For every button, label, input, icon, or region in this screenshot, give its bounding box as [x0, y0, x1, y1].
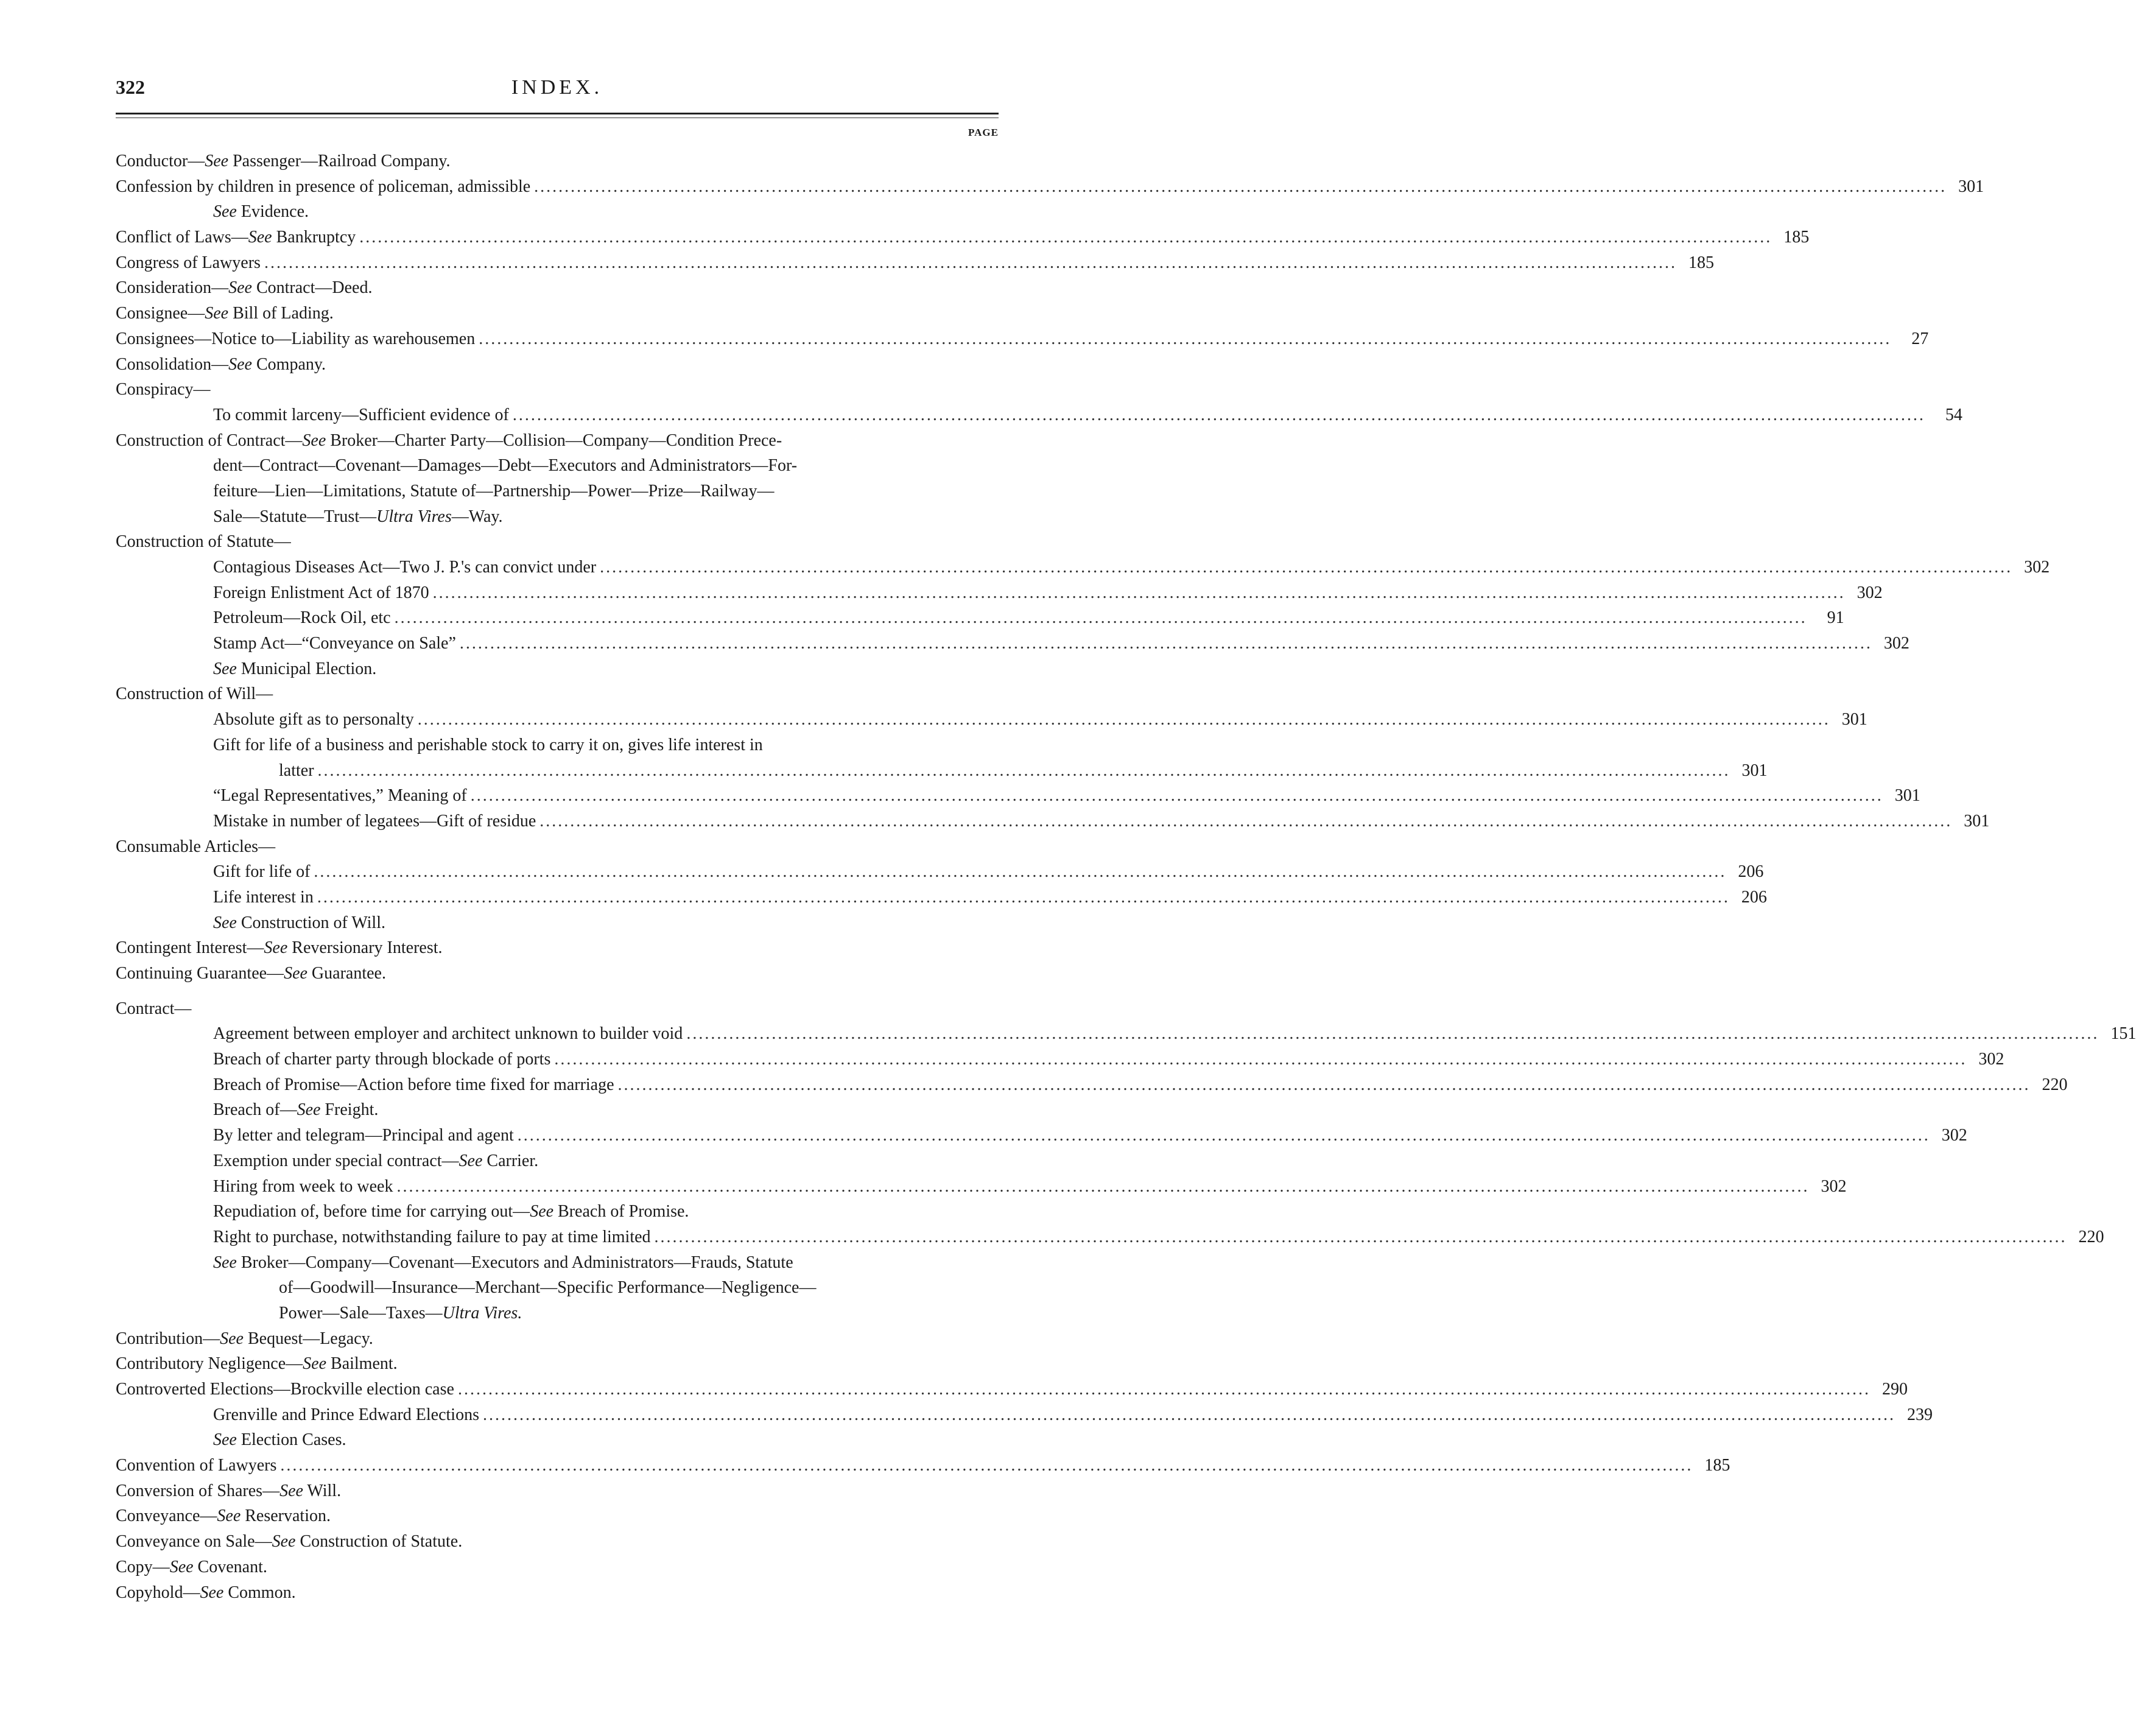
entry-text-part: feiture—Lien—Limitations, Statute of—Partnership—Power—Prize—Railway— — [213, 481, 775, 501]
dot-leader — [518, 1123, 1930, 1148]
dot-leader — [655, 1225, 2067, 1250]
entry-page-number: 151 — [2110, 1024, 2136, 1044]
entry-text — [213, 913, 385, 932]
index-entry — [116, 1275, 999, 1301]
entry-page-number: 91 — [1827, 608, 1844, 628]
entry-text — [213, 456, 797, 475]
index-entry — [116, 225, 1810, 250]
entry-page-number: 302 — [1857, 583, 1883, 602]
entry-text-part: Copyhold— — [116, 1583, 200, 1602]
entry-text-part: Breach of Promise—Action before time fixed for marriage — [213, 1075, 614, 1094]
entry-text-part: Stamp Act—“Conveyance on Sale” — [213, 634, 456, 653]
entry-text-part: Reservation. — [241, 1506, 331, 1526]
entry-text-part: Construction of Statute. — [295, 1532, 463, 1552]
entry-text — [213, 202, 309, 221]
entry-italic-text: See — [302, 430, 326, 450]
entry-text-part: Hiring from week to week — [213, 1176, 393, 1196]
page-column-label: PAGE — [968, 127, 999, 138]
entry-text-part: Gift for life of a business and perishable stock to carry it on, gives life interest in — [213, 735, 763, 754]
entry-text-part: Broker—Charter Party—Collision—Company—Condition Prece- — [326, 430, 782, 450]
dot-leader — [539, 809, 1952, 834]
index-entry — [116, 428, 999, 454]
entry-text — [213, 659, 376, 678]
entry-text — [213, 707, 414, 733]
index-entry — [116, 996, 999, 1022]
entry-text — [213, 859, 310, 885]
page-number: 322 — [116, 76, 145, 98]
dot-leader — [318, 758, 1730, 784]
entry-page-number: 301 — [1964, 811, 1990, 831]
entry-text-part: —Way. — [451, 507, 503, 526]
index-entry — [116, 1529, 999, 1555]
index-entry — [116, 1555, 999, 1580]
index-entry — [116, 1503, 999, 1529]
entry-text — [116, 1354, 398, 1373]
entry-italic-text: See — [264, 938, 288, 958]
entry-text-part: Consideration— — [116, 278, 229, 298]
entry-page-number: 290 — [1881, 1380, 1908, 1399]
entry-italic-text: See — [248, 228, 272, 247]
entry-text — [213, 1430, 346, 1449]
entry-text-part: dent—Contract—Covenant—Damages—Debt—Executors and Administrators—For- — [213, 456, 798, 476]
entry-page-number: 302 — [1883, 634, 1909, 653]
index-entry — [116, 529, 999, 555]
entry-text — [213, 1072, 614, 1098]
entry-text-part: Breach of charter party through blockade of ports — [213, 1050, 551, 1069]
entry-text — [213, 1100, 378, 1119]
index-entry — [116, 681, 999, 707]
entry-text — [116, 1558, 267, 1576]
dot-leader — [395, 605, 1807, 631]
index-entry — [116, 301, 999, 326]
index-entry — [116, 453, 999, 479]
entry-text-part: Consignee— — [116, 304, 205, 323]
dot-leader — [317, 885, 1730, 910]
entry-text-part: Reversionary Interest. — [287, 938, 443, 958]
entry-page-number: 185 — [1783, 228, 1810, 247]
entry-text-part: Contract—Deed. — [251, 278, 373, 298]
entry-italic-text: See — [200, 1583, 224, 1602]
index-entry — [116, 783, 1920, 809]
entry-italic-text: See — [213, 1430, 237, 1450]
entry-page-number: 302 — [1978, 1050, 2004, 1069]
entry-text-part: Absolute gift as to personalty — [213, 710, 414, 729]
entry-text — [213, 482, 774, 501]
dot-leader — [471, 783, 1883, 809]
entry-text — [116, 278, 372, 297]
entry-text — [213, 1225, 651, 1250]
index-entry — [116, 1377, 1908, 1402]
index-entry — [116, 961, 999, 986]
entry-italic-text: See — [169, 1557, 194, 1576]
dot-leader — [418, 707, 1830, 733]
entry-text-part: Sale—Statute—Trust— — [213, 507, 377, 526]
index-entry — [116, 1580, 999, 1606]
entry-text-part: “Legal Representatives,” Meaning of — [213, 786, 467, 806]
index-entry — [116, 809, 1990, 834]
entry-text-part: Broker—Company—Covenant—Executors and Administrators—Frauds, Statute — [236, 1253, 793, 1272]
entry-text-part: Convention of Lawyers — [116, 1456, 277, 1475]
page-title: INDEX. — [511, 76, 603, 99]
entry-text — [279, 758, 314, 784]
entry-italic-text: Ultra Vires. — [442, 1303, 522, 1323]
entry-text-part: Freight. — [320, 1100, 379, 1120]
index-entry — [116, 1453, 1730, 1478]
entry-text — [213, 1402, 479, 1428]
index-entry — [116, 1123, 1967, 1148]
entry-text-part: Right to purchase, notwithstanding failure to pay at time limited — [213, 1227, 651, 1246]
entry-text-part: Bill of Lading. — [228, 304, 334, 323]
dot-leader — [460, 631, 1872, 656]
entry-text — [116, 250, 261, 276]
index-entry — [116, 707, 1867, 733]
dot-leader — [314, 859, 1726, 885]
entry-text-part: Life interest in — [213, 887, 314, 907]
entry-text-part: Common. — [223, 1583, 296, 1602]
entry-italic-text: See — [205, 152, 229, 170]
entry-page-number: 301 — [1894, 786, 1920, 806]
index-entry — [116, 580, 1883, 606]
entry-text-part: Construction of Will— — [116, 684, 273, 704]
entry-text — [116, 326, 475, 352]
entry-italic-text: See — [284, 964, 307, 983]
entry-page-number: 239 — [1906, 1405, 1933, 1424]
entry-text — [213, 1253, 793, 1272]
entry-text-part: Contract— — [116, 999, 192, 1018]
page-header — [116, 76, 999, 107]
entry-text-part: Contributory Negligence— — [116, 1354, 303, 1374]
entry-text-part: Construction of Will. — [236, 913, 385, 932]
index-entry — [116, 631, 1909, 656]
entry-text — [116, 1377, 454, 1402]
dot-leader — [458, 1377, 1871, 1402]
index-entry — [116, 377, 999, 402]
entry-text-part: Company. — [251, 354, 326, 374]
index-entry — [116, 1148, 999, 1174]
dot-leader — [513, 402, 1925, 428]
entry-italic-text: See — [458, 1151, 483, 1170]
entry-italic-text: See — [220, 1329, 244, 1348]
index-entry — [116, 758, 1768, 784]
dot-leader — [433, 580, 1846, 606]
entry-text — [213, 402, 509, 428]
entry-text — [116, 1532, 462, 1551]
index-entry — [116, 1174, 1847, 1200]
entry-text — [116, 355, 326, 374]
entry-page-number: 185 — [1688, 253, 1714, 272]
index-entry — [116, 1250, 999, 1276]
entry-text — [213, 507, 503, 526]
dot-leader — [359, 225, 1772, 250]
entry-text-part: Guarantee. — [307, 964, 386, 983]
entry-text — [213, 580, 429, 606]
entry-text-part: Agreement between employer and architect unknown to builder void — [213, 1024, 683, 1044]
index-entry — [116, 326, 1929, 352]
entry-text-part: Foreign Enlistment Act of 1870 — [213, 583, 429, 602]
entry-text-part: Copy— — [116, 1557, 170, 1576]
index-entry — [116, 1326, 999, 1352]
entry-page-number: 301 — [1741, 761, 1768, 780]
entry-text — [213, 605, 391, 631]
entry-page-number: 302 — [1941, 1126, 1967, 1145]
entry-text-part: To commit larceny—Sufficient evidence of — [213, 405, 509, 424]
entry-text — [116, 1453, 276, 1478]
entry-text — [213, 1151, 538, 1170]
entry-text-part: Bankruptcy — [272, 228, 356, 247]
entry-text — [116, 1329, 373, 1348]
entry-text — [116, 304, 334, 323]
index-entry — [116, 402, 1962, 428]
entry-text-part: Consumable Articles— — [116, 837, 276, 856]
entry-text — [116, 1583, 296, 1602]
entry-text — [213, 1174, 393, 1200]
entry-page-number: 301 — [1841, 710, 1867, 729]
entry-italic-text: See — [217, 1506, 241, 1526]
entry-text-part: of—Goodwill—Insurance—Merchant—Specific Performance—Negligence— — [279, 1278, 817, 1298]
entry-text — [213, 809, 536, 834]
entry-text-part: Consolidation— — [116, 354, 229, 374]
index-entry — [116, 199, 999, 225]
entry-text-part: Conductor— — [116, 152, 205, 170]
entry-text-part: Bequest—Legacy. — [243, 1329, 373, 1348]
entry-text-part: Election Cases. — [236, 1430, 346, 1450]
entry-page-number: 206 — [1741, 887, 1767, 907]
index-entry — [116, 1097, 999, 1123]
dot-leader — [396, 1174, 1809, 1200]
entry-text — [116, 999, 191, 1018]
index-entry — [116, 1478, 999, 1504]
entry-italic-text: See — [303, 1354, 327, 1374]
dot-leader — [618, 1072, 2031, 1098]
entry-page-number: 301 — [1958, 177, 1984, 196]
index-entry — [116, 555, 2050, 580]
entry-text — [116, 532, 291, 551]
entry-text-part: Confession by children in presence of policeman, admissible — [116, 177, 531, 196]
entry-text-part: Municipal Election. — [236, 659, 377, 678]
index-entry — [116, 504, 999, 530]
entry-text — [116, 1506, 331, 1525]
entry-page-number: 27 — [1911, 329, 1929, 348]
entry-text-part: Contribution— — [116, 1329, 220, 1348]
entry-text-part: Breach of Promise. — [553, 1202, 689, 1221]
entry-text-part: Covenant. — [193, 1557, 267, 1576]
entry-text — [213, 631, 456, 656]
entry-text-part: Conversion of Shares— — [116, 1481, 280, 1500]
entry-text-part: Petroleum—Rock Oil, etc — [213, 608, 391, 628]
index-entry — [116, 733, 999, 758]
index-entry — [116, 1427, 999, 1453]
dot-leader — [264, 250, 1677, 276]
index-entry — [116, 352, 999, 378]
entry-italic-text: See — [213, 659, 237, 678]
dot-leader — [600, 555, 2012, 580]
entry-text-part: Conflict of Laws— — [116, 228, 248, 247]
entry-text — [213, 1047, 550, 1072]
entry-text — [116, 431, 782, 450]
dot-leader — [483, 1402, 1895, 1428]
entry-italic-text: See — [228, 354, 252, 374]
entry-text — [116, 837, 275, 856]
entry-italic-text: See — [213, 913, 237, 932]
index-entry — [116, 1199, 999, 1225]
entry-italic-text: See — [279, 1481, 303, 1500]
entry-text-part: Exemption under special contract— — [213, 1151, 459, 1170]
entry-page-number: 54 — [1945, 405, 1962, 424]
entry-text-part: Breach of— — [213, 1100, 297, 1120]
index-entry — [116, 935, 999, 961]
entry-text-part: Congress of Lawyers — [116, 253, 261, 272]
index-entry — [116, 479, 999, 504]
entry-text-part: Passenger—Railroad Company. — [228, 152, 451, 170]
index-entry — [116, 1047, 2004, 1072]
index-entry — [116, 910, 999, 936]
index-entry — [116, 1021, 2136, 1047]
index-entry — [116, 174, 1984, 200]
index-entries — [116, 149, 2136, 1605]
entry-page-number: 220 — [2078, 1227, 2104, 1246]
entry-italic-text: See — [530, 1202, 554, 1221]
entry-text-part: Grenville and Prince Edward Elections — [213, 1405, 479, 1424]
index-entry — [116, 149, 999, 174]
entry-text-part: latter — [279, 761, 314, 780]
dot-leader — [554, 1047, 1967, 1072]
index-entry — [116, 1351, 999, 1377]
entry-page-number: 302 — [2024, 558, 2050, 577]
dot-leader — [479, 326, 1891, 352]
index-entry — [116, 885, 1767, 910]
entry-text-part: Construction of Statute— — [116, 532, 291, 552]
entry-text-part: Conveyance— — [116, 1506, 217, 1526]
entry-text-part: Mistake in number of legatees—Gift of residue — [213, 811, 536, 831]
entry-page-number: 185 — [1704, 1456, 1730, 1475]
index-entry — [116, 656, 999, 682]
entry-text — [116, 225, 356, 250]
entry-italic-text: See — [297, 1100, 321, 1120]
index-entry — [116, 834, 999, 860]
index-entry — [116, 1301, 999, 1326]
entry-text-part: Gift for life of — [213, 862, 311, 882]
entry-italic-text: See — [205, 304, 229, 323]
entry-italic-text: See — [213, 202, 237, 222]
entry-text — [213, 1123, 514, 1148]
entry-text-part: Consignees—Notice to—Liability as warehousemen — [116, 329, 476, 348]
entry-page-number: 302 — [1821, 1176, 1847, 1196]
entry-text-part: Repudiation of, before time for carrying out— — [213, 1202, 530, 1221]
index-entry — [116, 250, 1714, 276]
entry-text — [213, 885, 314, 910]
entry-text — [116, 174, 530, 200]
index-entry — [116, 275, 999, 301]
entry-text-part: Evidence. — [236, 202, 309, 222]
entry-text-part: Contingent Interest— — [116, 938, 264, 958]
index-entry — [116, 1225, 2104, 1250]
dot-leader — [686, 1021, 2099, 1047]
entry-italic-text: See — [213, 1253, 237, 1272]
entry-text-part: Controverted Elections—Brockville election case — [116, 1380, 454, 1399]
dot-leader — [280, 1453, 1693, 1478]
entry-text-part: Power—Sale—Taxes— — [279, 1303, 443, 1323]
entry-text-part: Construction of Contract— — [116, 430, 303, 450]
entry-text — [213, 1202, 689, 1221]
entry-italic-text: See — [272, 1532, 296, 1552]
entry-text — [279, 1278, 816, 1297]
header-rule-thick — [116, 113, 999, 114]
index-entry — [116, 859, 1764, 885]
entry-text — [116, 380, 211, 399]
entry-italic-text: Ultra Vires — [376, 507, 452, 526]
entry-page-number: 206 — [1738, 862, 1764, 882]
entry-text — [279, 1304, 522, 1323]
entry-text — [213, 1021, 683, 1047]
entry-text — [116, 684, 273, 703]
entry-text-part: Will. — [303, 1481, 342, 1500]
entry-page-number: 220 — [2042, 1075, 2068, 1094]
entry-text — [213, 783, 467, 809]
entry-text — [116, 152, 451, 170]
dot-leader — [534, 174, 1947, 200]
entry-text — [116, 938, 443, 957]
entry-text — [213, 555, 596, 580]
entry-text — [116, 1481, 341, 1500]
entry-text-part: Conspiracy— — [116, 380, 211, 399]
entry-italic-text: See — [228, 278, 252, 298]
entry-text-part: Conveyance on Sale— — [116, 1532, 272, 1552]
entry-text-part: Continuing Guarantee— — [116, 964, 284, 983]
entry-text-part: Bailment. — [326, 1354, 398, 1374]
entry-text — [213, 736, 763, 754]
index-entry — [116, 605, 1844, 631]
entry-text-part: Carrier. — [482, 1151, 539, 1170]
index-entry — [116, 1402, 1933, 1428]
index-entry — [116, 1072, 2068, 1098]
entry-text-part: By letter and telegram—Principal and agent — [213, 1126, 514, 1145]
entry-text-part: Contagious Diseases Act—Two J. P.'s can convict under — [213, 558, 597, 577]
entry-text — [116, 964, 386, 983]
